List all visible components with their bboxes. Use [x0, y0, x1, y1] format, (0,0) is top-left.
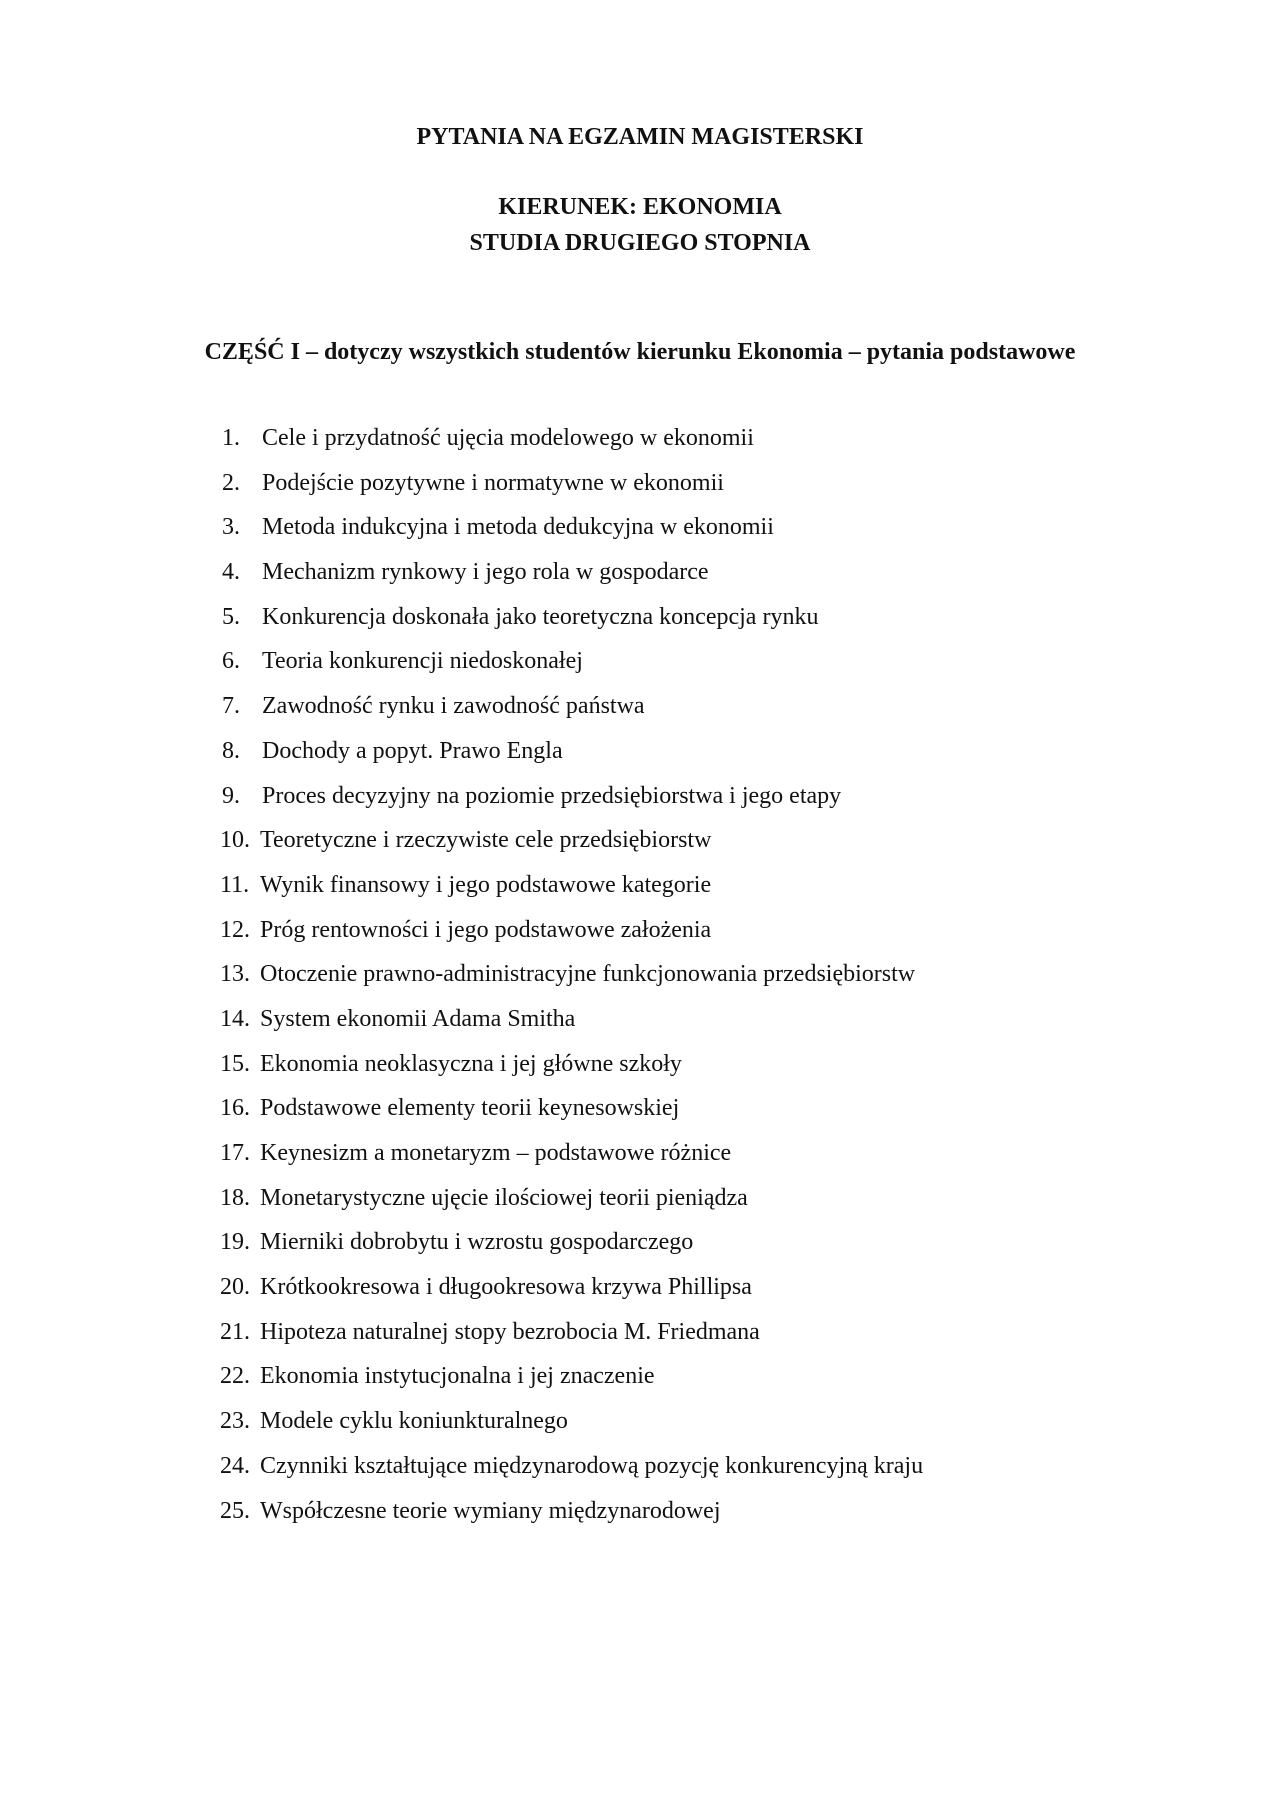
question-number: 17. [220, 1140, 250, 1166]
question-text: Proces decyzyjny na poziomie przedsiębiorstwa i jego etapy [262, 782, 842, 809]
question-item [220, 1049, 923, 1094]
question-item [220, 736, 923, 781]
question-item [220, 557, 923, 602]
question-text: Próg rentowności i jego podstawowe założenia [260, 916, 712, 943]
question-text: Monetarystyczne ujęcie ilościowej teorii pieniądza [260, 1184, 748, 1211]
question-item [220, 1272, 923, 1317]
question-text: Teoria konkurencji niedoskonałej [262, 648, 583, 675]
question-number: 4. [222, 559, 240, 586]
question-text: Teoretyczne i rzeczywiste cele przedsiębiorstw [260, 827, 712, 854]
question-number: 16. [220, 1095, 250, 1122]
question-text: Dochody a popyt. Prawo Engla [262, 737, 563, 764]
question-item [220, 602, 923, 647]
question-item [220, 512, 923, 557]
question-number: 15. [220, 1050, 250, 1077]
question-text: System ekonomii Adama Smitha [260, 1005, 576, 1032]
question-item [220, 1138, 923, 1183]
question-item [220, 1451, 923, 1496]
question-text: Podejście pozytywne i normatywne w ekonomii [262, 469, 724, 496]
question-number: 11. [220, 871, 250, 898]
question-number: 14. [220, 1005, 250, 1032]
question-text: Wynik finansowy i jego podstawowe kategorie [260, 871, 712, 898]
question-text: Metoda indukcyjna i metoda dedukcyjna w ekonomii [262, 514, 774, 541]
question-item [220, 1406, 923, 1451]
question-text: Podstawowe elementy teorii keynesowskiej [260, 1095, 680, 1122]
question-text: Czynniki kształtujące międzynarodową pozycję konkurencyjną kraju [260, 1452, 924, 1479]
question-text: Krótkookresowa i długookresowa krzywa Phillipsa [260, 1274, 752, 1301]
question-text: Mechanizm rynkowy i jego rola w gospodarce [262, 559, 709, 586]
question-item [220, 1004, 923, 1049]
question-item [220, 825, 923, 870]
question-number: 13. [220, 961, 250, 988]
question-item [220, 915, 923, 960]
question-number: 21. [220, 1318, 250, 1345]
question-number: 24. [220, 1452, 250, 1479]
question-number: 23. [220, 1408, 250, 1435]
study-level: STUDIA DRUGIEGO STOPNIA [469, 230, 811, 256]
question-text: Konkurencja doskonała jako teoretyczna koncepcja rynku [262, 603, 819, 630]
question-text: Ekonomia neoklasyczna i jej główne szkoły [260, 1050, 682, 1077]
question-number: 25. [220, 1497, 250, 1524]
question-text: Modele cyklu koniunkturalnego [260, 1408, 568, 1435]
question-item [220, 959, 923, 1004]
question-item [220, 468, 923, 513]
question-text: Ekonomia instytucjonalna i jej znaczenie [260, 1363, 655, 1390]
question-number: 2. [222, 469, 240, 496]
question-number: 10. [220, 827, 250, 854]
question-text: Cele i przydatność ujęcia modelowego w ekonomii [262, 425, 754, 451]
question-number: 1. [222, 425, 240, 451]
document-title: PYTANIA NA EGZAMIN MAGISTERSKI [416, 124, 864, 150]
question-number: 7. [222, 693, 240, 720]
question-number: 9. [222, 782, 240, 809]
question-item [220, 1317, 923, 1362]
question-text: Keynesizm a monetaryzm – podstawowe różnice [260, 1140, 732, 1166]
question-item [220, 1227, 923, 1272]
question-text: Otoczenie prawno-administracyjne funkcjonowania przedsiębiorstw [260, 961, 916, 988]
question-number: 18. [220, 1184, 250, 1211]
question-item [220, 646, 923, 691]
question-number: 12. [220, 916, 250, 943]
questions-list [220, 423, 923, 1540]
question-number: 19. [220, 1229, 250, 1256]
question-number: 6. [222, 648, 240, 675]
question-item [220, 1093, 923, 1138]
question-item [220, 1496, 923, 1541]
question-number: 8. [222, 737, 240, 764]
question-item [220, 423, 923, 468]
field-of-study: KIERUNEK: EKONOMIA [498, 194, 782, 220]
question-text: Hipoteza naturalnej stopy bezrobocia M. Friedmana [260, 1318, 760, 1345]
question-item [220, 1361, 923, 1406]
question-item [220, 691, 923, 736]
question-item [220, 781, 923, 826]
question-number: 5. [222, 603, 240, 630]
question-text: Zawodność rynku i zawodność państwa [262, 693, 645, 720]
question-text: Mierniki dobrobytu i wzrostu gospodarczego [260, 1229, 694, 1256]
question-text: Współczesne teorie wymiany międzynarodowej [260, 1497, 721, 1524]
question-item [220, 870, 923, 915]
section-heading: CZĘŚĆ I – dotyczy wszystkich studentów kierunku Ekonomia – pytania podstawowe [204, 339, 1076, 365]
question-number: 22. [220, 1363, 250, 1390]
question-number: 3. [222, 514, 240, 541]
question-item [220, 1183, 923, 1228]
question-number: 20. [220, 1274, 250, 1301]
